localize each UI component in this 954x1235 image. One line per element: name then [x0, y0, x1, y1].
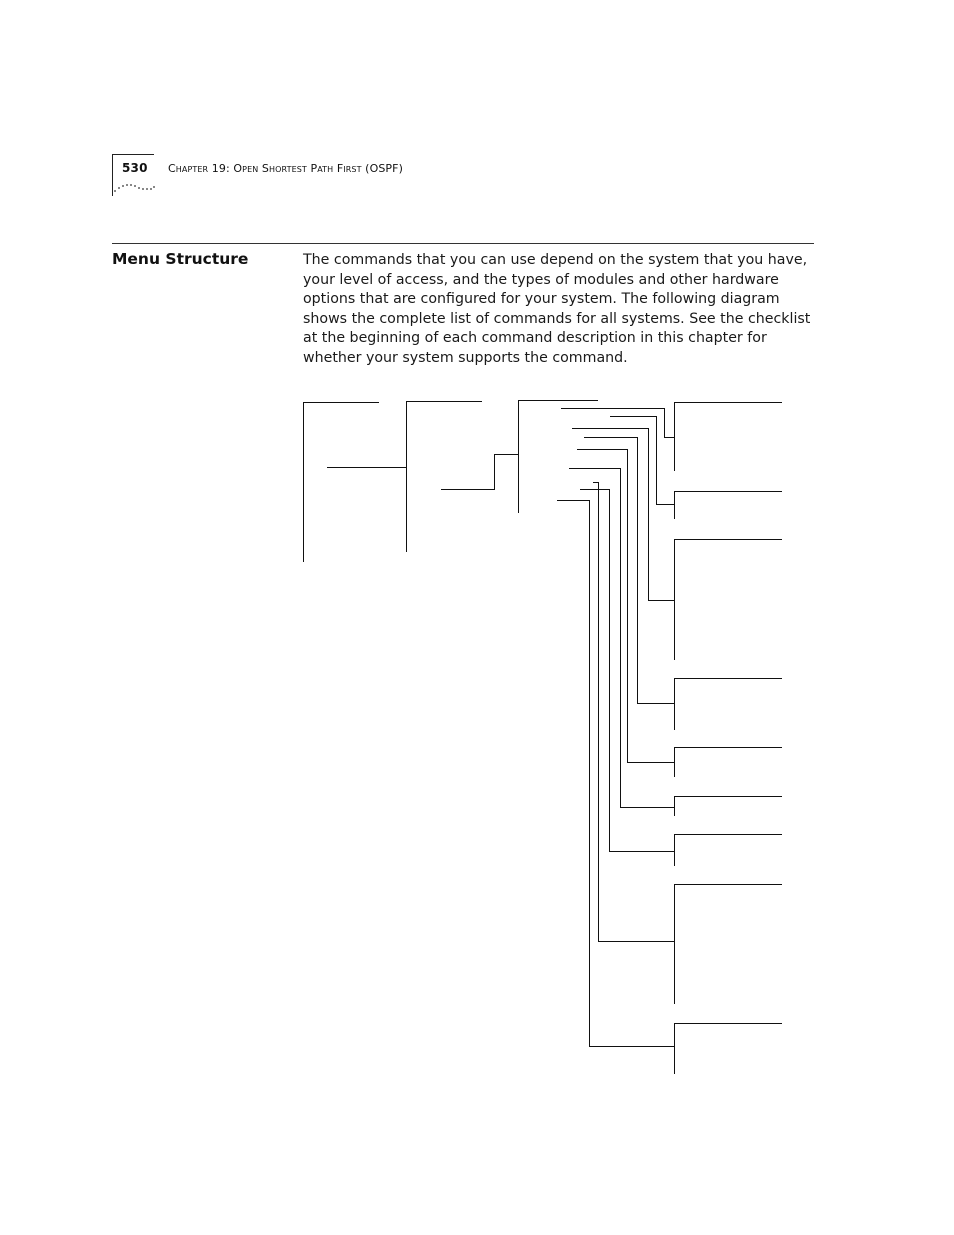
tree-leaf-bracket-9 [675, 1024, 783, 1075]
tree-leaf-bracket-4 [675, 679, 783, 731]
tree-level3-bracket [519, 401, 599, 514]
tree-leaf-bracket-3 [675, 540, 783, 661]
tree-level2-branch [441, 455, 519, 490]
tree-leaf-bracket-7 [675, 835, 783, 867]
page-number: 530 [122, 161, 148, 175]
tree-root-bracket [304, 403, 380, 563]
tree-connector-6 [569, 469, 675, 808]
tree-connector-9 [557, 501, 675, 1047]
section-title: Menu Structure [112, 250, 249, 268]
section-body-text: The commands that you can use depend on the system that you have, your level of access, and the types of modules and other hardware options that are configured for your system. The following diagram shows the complete list of commands for all systems. See the checklist at the beginning of each command description in this chapter for whether your system supports the command. [303, 252, 811, 366]
tree-connector-1 [561, 409, 675, 438]
tree-connector-8 [593, 483, 675, 942]
tree-leaf-bracket-1 [675, 403, 783, 472]
tree-connector-3 [572, 429, 675, 601]
tree-leaf-bracket-8 [675, 885, 783, 1005]
running-head: Chapter 19: Open Shortest Path First (OSPF) [168, 162, 403, 175]
tree-leaf-bracket-5 [675, 748, 783, 778]
tree-leaf-bracket-6 [675, 797, 783, 817]
tree-connector-4 [584, 438, 675, 704]
tree-level2-bracket [407, 402, 483, 553]
tree-connector-5 [577, 450, 675, 763]
tree-leaf-bracket-2 [675, 492, 783, 520]
